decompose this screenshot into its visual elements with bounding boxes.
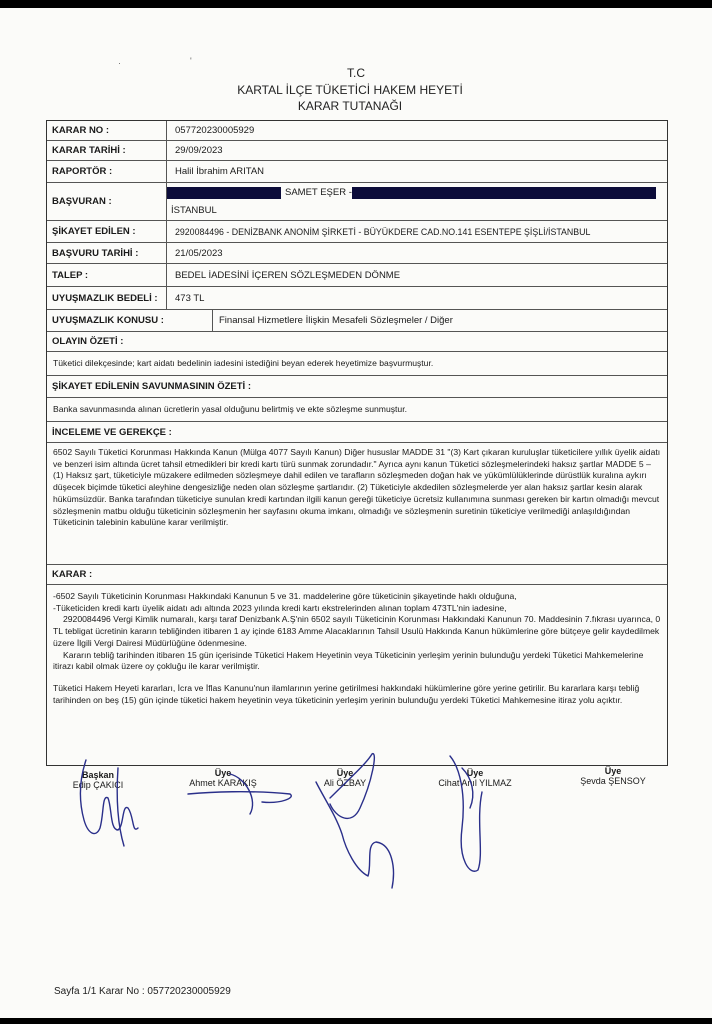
value-sikayet-edilen: 2920084496 - DENİZBANK ANONİM ŞİRKETİ - BÜYÜKDERE CAD.NO.141 ESENTEPE ŞİŞLİ/İSTANBUL: [175, 226, 591, 237]
signature-title: Üye: [604, 766, 622, 776]
applicant-city: İSTANBUL: [171, 205, 217, 216]
value-karar-no: 057720230005929: [175, 125, 255, 136]
signature-stroke: [330, 754, 374, 819]
signature-stroke: [316, 782, 393, 888]
section-text-olay: Tüketici dilekçesinde; kart aidatı bedelinin iadesini istediğini beyan ederek heyetimize başvurmuştur.: [53, 358, 434, 368]
handwritten-signatures: [0, 8, 712, 1018]
signature-stroke: [117, 768, 124, 846]
label-karar-no: KARAR NO :: [47, 121, 167, 140]
karar-paragraph: -Tüketiciden kredi kartı üyelik aidatı adı altında 2023 yılında kredi kartı ekstrelerinden alınan toplam 473TL'nin iadesine,: [53, 602, 507, 613]
signature-stroke: [188, 792, 291, 803]
value-talep: BEDEL İADESİNİ İÇEREN SÖZLEŞMEDEN DÖNME: [175, 269, 401, 281]
label-basvuru-tarihi: BAŞVURU TARİHİ :: [47, 243, 167, 263]
document-page: [0, 8, 712, 1018]
signature-title: Üye: [214, 768, 232, 778]
label-sikayet-edilen: ŞİKAYET EDİLEN :: [47, 221, 167, 242]
section-title-karar: KARAR :: [52, 569, 93, 580]
label-basvuran: BAŞVURAN :: [47, 183, 167, 220]
header-doc-type: KARAR TUTANAĞI: [297, 99, 403, 113]
signature-title: Başkan: [81, 770, 115, 780]
section-title-olay: OLAYIN ÖZETİ :: [52, 336, 124, 347]
signature-name: Ahmet KARAKIŞ: [189, 778, 257, 788]
section-title-inceleme: İNCELEME VE GEREKÇE :: [52, 426, 172, 438]
signature-name: Edip ÇAKICI: [72, 780, 124, 790]
scan-speck: ·: [118, 58, 121, 68]
label-raportor: RAPORTÖR :: [47, 161, 167, 182]
section-text-inceleme: 6502 Sayılı Tüketici Korunması Hakkında Kanun (Mülga 4077 Sayılı Kanun) Diğer hususlar MADDE 31 "(3) Kart çıkaran kuruluşlar tüketicilere yıllık üyelik aidatı ve benzeri isim altında ücret tahsil etmedikleri bir kredi kartı türü sunmak zorundadır." Ayrıca aynı kanun Tüketici sözleşmelerindeki haksız şartlar MADDE 5 – (1) Haksız şart, tüketiciyle müzakere edilmeden sözleşmeye dahil edilen ve tarafların sözleşmeden doğan hak ve yükümlülüklerinde dürüstlük kuralına aykırı düşecek biçimde tüketici aleyhine dengesizliğe neden olan sözleşme şartlarıdır. (2) Tüketiciyle akdedilen sözleşmelerde yer alan haksız şartlar kesin alarak hükümsüzdür. Banka tarafından tüketiciye sunulan kredi kartından ilgili kanun gereği tüketiciye ücretsiz kullanımına sunması gereken bir kartın olmadığı mevcut sözleşmenin matbu olduğu tüketicinin sözleşmenin her sayfasını okuma imkanı, olmadığı ve sözleşmenin suretinin tüketiciye verilmediği anlaşıldığından Tüketicinin talebinin kabulüne karar verilmiştir.: [53, 447, 661, 528]
karar-paragraph: 2920084496 Vergi Kimlik numaralı, karşı taraf Denizbank A.Ş'nin 6502 sayılı Tüketicinin Korunması Hakkındaki Kanunun 70. Maddesinin 7.fıkrası uyarınca, 0 TL tebligat ücretinin kararın tebliğinden itibaren 1 ay içinde 6183 Amme Alacaklarının Tahsil Usulü Hakkında Kanun hükümlerine göre bütçeye gelir kaydedilmek üzere İlgili Vergi Dairesi Müdürlüğüne ödenmesine.: [53, 614, 661, 648]
signature-name: Cihat Anıl YILMAZ: [438, 778, 512, 788]
applicant-name: SAMET EŞER -: [285, 187, 352, 198]
value-basvuru-tarihi: 21/05/2023: [175, 247, 223, 259]
signature-stroke: [230, 774, 253, 814]
karar-paragraph: Tüketici Hakem Heyeti kararları, İcra ve İflas Kanunu'nun ilamlarının yerine getirilmesi hakkındaki hükümlerine göre yerine getirilir. Bu kararlara karşı tebliğ tarihinden on beş (15) gün içinde tüketici hakem heyetinin veya tüketicinin yerleşim yerinin bulunduğu yerdeki Tüketici Mahkemesine itiraz yolu açıktır.: [53, 682, 640, 705]
value-karar-tarihi: 29/09/2023: [175, 145, 223, 156]
label-uyusmazlik-bedeli: UYUŞMAZLIK BEDELİ :: [47, 287, 167, 309]
signature-name: Şevda ŞENSOY: [580, 776, 646, 786]
signature-name: Ali ÖZBAY: [323, 778, 367, 788]
label-talep: TALEP :: [47, 264, 167, 286]
label-karar-tarihi: KARAR TARİHİ :: [47, 141, 167, 160]
signature-stroke: [80, 760, 138, 834]
value-uyusmazlik-konusu: Finansal Hizmetlere İlişkin Mesafeli Sözleşmeler / Diğer: [219, 315, 453, 326]
karar-paragraph: -6502 Sayılı Tüketicinin Korunması Hakkındaki Kanunun 5 ve 31. maddelerine göre tüketicinin şikayetinde haklı olduğuna,: [53, 591, 517, 601]
header-authority: KARTAL İLÇE TÜKETİCİ HAKEM HEYETİ: [237, 83, 463, 97]
label-uyusmazlik-konusu: UYUŞMAZLIK KONUSU :: [47, 310, 213, 331]
signature-title: Üye: [466, 768, 484, 778]
page-footer: Sayfa 1/1 Karar No : 057720230005929: [54, 986, 231, 997]
karar-paragraph: Kararın tebliğ tarihinden itibaren 15 gün içerisinde Tüketici Hakem Heyetinin veya Tüketicinin yerleşim yerinin bulunduğu yerdeki Tüketici Mahkemelerine itirazı kabil olmak üzere oy çokluğu ile karar verilmiştir.: [53, 649, 644, 672]
scan-speck: ': [190, 56, 192, 66]
section-text-savunma: Banka savunmasında alınan ücretlerin yasal olduğunu belirtmiş ve ekte sözleşme sunmuştur.: [53, 404, 407, 414]
header-tc: T.C: [347, 66, 365, 80]
value-uyusmazlik-bedeli: 473 TL: [175, 292, 205, 304]
signature-title: Üye: [336, 768, 354, 778]
value-raportor: Halil İbrahim ARITAN: [175, 166, 265, 177]
section-title-savunma: ŞİKAYET EDİLENİN SAVUNMASININ ÖZETİ :: [52, 381, 251, 392]
